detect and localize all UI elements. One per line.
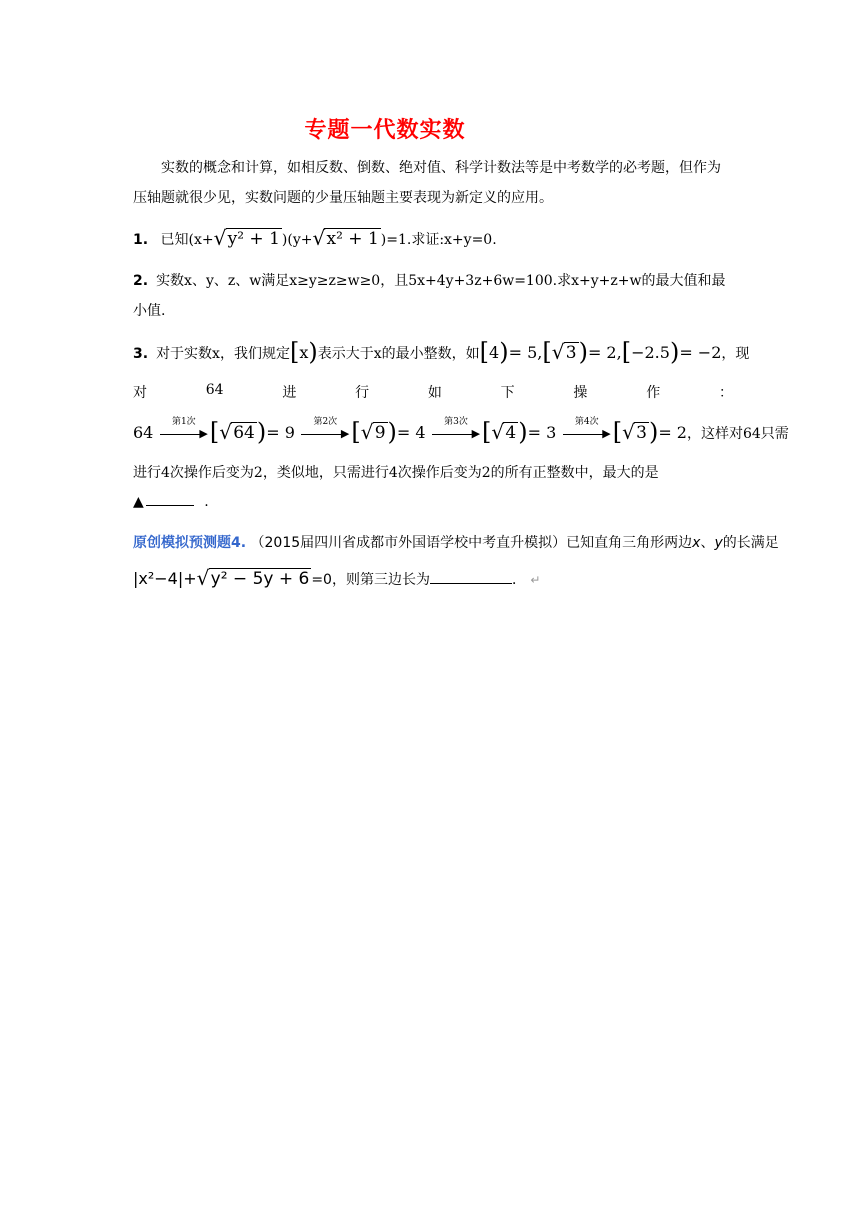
problem-source: （2015届四川省成都市外国语学校中考直升模拟）已知直角三角形两边: [250, 535, 693, 551]
chain-tail: ，这样对64只需: [686, 426, 789, 442]
prediction-expression: |x²−4|+ √ y² − 5y + 6 =0，则第三边长为 ． ↵: [133, 566, 541, 590]
step-radicand: 3: [636, 423, 647, 443]
question-3-line-2: [133, 382, 733, 416]
problem-end: ．: [511, 572, 526, 588]
question-2: [133, 266, 733, 326]
q3-end: .: [204, 494, 209, 510]
q2-text: 实数x、y、z、w满足x≥y≥z≥w≥0，且5x+4y+3z+6w=100.求x+y+z+w的最大值和最小值.: [133, 273, 726, 319]
step-result: = 2: [658, 423, 687, 442]
step-radicand: 64: [233, 423, 255, 443]
q1-suffix: )=1.求证:x+y=0.: [380, 232, 497, 248]
arrow-icon: 第1次 ▶: [160, 427, 208, 441]
expression-equals: =0，则第三边长为: [311, 572, 430, 588]
word: 操: [573, 385, 588, 401]
word: 64: [205, 382, 224, 398]
question-3-line-1: 3. 对于实数x，我们规定[x)表示大于x的最小整数，如[4)= 5,[ √ 3)= 2,[−2.5)= −2，现: [133, 338, 750, 366]
example-2: 3: [565, 343, 577, 363]
example-2-value: = 2,: [587, 343, 622, 362]
sqrt-expression: √ x² + 1: [312, 226, 379, 250]
q3-text-c: ，现: [721, 346, 750, 362]
question-number: 3.: [133, 346, 149, 362]
step-radicand: 4: [505, 423, 517, 443]
word: ：: [718, 385, 733, 401]
problem-tail: 的长满足: [722, 535, 779, 551]
question-3-answer: [133, 494, 733, 528]
problem-tag: 原创模拟预测题4.: [133, 535, 247, 551]
step-result: = 9: [266, 423, 295, 442]
triangle-icon: ▲: [133, 494, 144, 510]
intro-paragraph: 实数的概念和计算，如相反数、倒数、绝对值、科学计数法等是中考数学的必考题，但作为压轴题就很少见，实数问题的少量压轴题主要表现为新定义的应用。: [133, 160, 721, 206]
word: 进: [282, 385, 297, 401]
step-result: = 4: [396, 423, 426, 442]
return-mark-icon: ↵: [530, 573, 541, 587]
q1-prefix: 已知(x+: [160, 232, 214, 248]
word: 下: [500, 385, 515, 401]
operation-chain: 64 第1次 ▶ [ √ 64)= 9 第2次 ▶ [ √ 9)= 4 第3次 ▶ [ √ 4)= 3 第4次 ▶ [ √ 3)= 2，这样对64只需: [133, 417, 789, 446]
example-1-value: = 5,: [508, 343, 543, 362]
word: 行: [355, 385, 370, 401]
q3-text-b: 表示大于x的最小整数，如: [317, 346, 480, 362]
arrow-icon: 第2次 ▶: [301, 427, 349, 441]
word: 作: [646, 385, 661, 401]
sqrt-expression: √ y² + 1: [213, 226, 280, 250]
example-3-value: = −2: [679, 343, 722, 362]
variable-x: x: [692, 535, 701, 551]
word: 如: [427, 385, 442, 401]
arrow-icon: 第3次 ▶: [432, 427, 480, 441]
example-3: −2.5: [631, 343, 670, 362]
abs-expression: |x²−4|+: [133, 569, 197, 588]
q1-mid: )(y+: [281, 232, 313, 248]
ceiling-variable: x: [299, 343, 309, 362]
separator: 、: [700, 535, 715, 551]
prediction-problem: [133, 532, 853, 552]
question-number: 2.: [133, 273, 149, 289]
question-number: 1.: [133, 232, 149, 248]
chain-start: 64: [133, 423, 154, 442]
q3-text-d: 进行4次操作后变为2，类似地，只需进行4次操作后变为2的所有正整数中，最大的是: [133, 465, 659, 481]
q3-text-a: 对于实数x，我们规定: [156, 346, 290, 362]
question-3-line-4: [133, 462, 733, 496]
page-title: 专题一代数实数: [304, 118, 466, 143]
answer-blank: [146, 505, 194, 506]
step-radicand: 9: [374, 423, 386, 443]
arrow-icon: 第4次 ▶: [563, 427, 611, 441]
word: 对: [133, 385, 147, 401]
sqrt-expression: y² − 5y + 6: [210, 569, 310, 589]
question-1: [133, 228, 733, 262]
example-1: 4: [489, 343, 500, 362]
variable-y: y: [714, 535, 723, 551]
step-result: = 3: [527, 423, 557, 442]
answer-blank: [430, 583, 512, 584]
